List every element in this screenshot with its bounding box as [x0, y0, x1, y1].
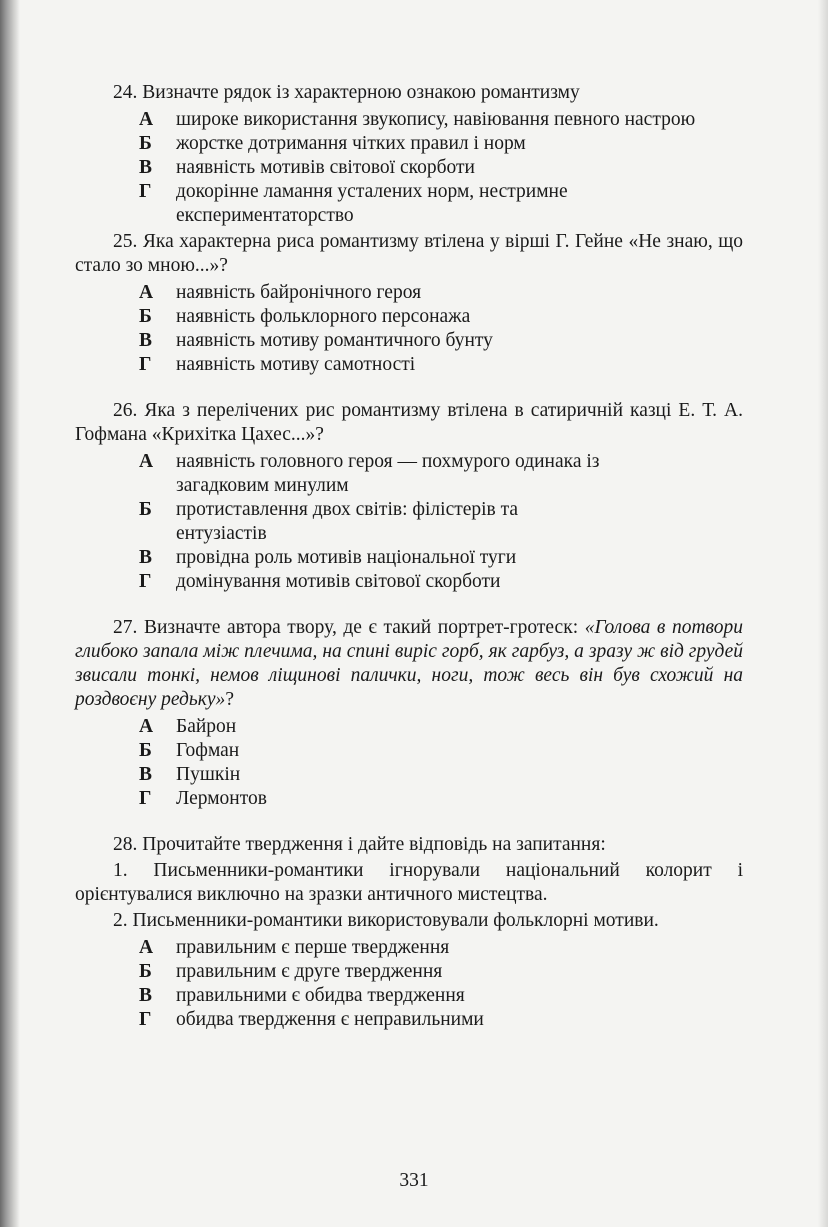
- answer-option-a: [75, 715, 743, 739]
- answer-options: [75, 715, 743, 811]
- answer-option-a: [75, 108, 743, 132]
- answer-options: [75, 936, 743, 1032]
- option-text: обидва твердження є неправильними: [176, 1009, 484, 1030]
- option-text: Гофман: [176, 740, 240, 761]
- option-text: наявність головного героя — похмурого одинака із загадковим минулим: [176, 451, 600, 496]
- answer-option-g: [75, 570, 743, 594]
- option-letter: В: [139, 330, 153, 351]
- question-text: 25. Яка характерна риса романтизму втілена у вірші Г. Гейне «Не знаю, що стало зо мною...»?: [75, 231, 743, 276]
- option-letter: А: [139, 716, 154, 737]
- grotesque-quote: «Голова в потвори глибоко запала між плечима, на спині виріс горб, як гарбуз, а зразу ж від грудей звисали тонкі, немов ліщинові палички, ноги, тож весь він був схожий на роздвоєну редьку»: [75, 617, 743, 710]
- page-number: 331: [399, 1170, 429, 1191]
- option-text: докорінне ламання усталених норм, нестримне експериментаторство: [176, 181, 568, 226]
- answer-option-v: [75, 156, 743, 180]
- option-letter: В: [139, 547, 153, 568]
- question-27: [75, 616, 743, 811]
- answer-option-a: [75, 450, 743, 498]
- question-text: 26. Яка з перелічених рис романтизму втілена в сатиричній казці Е. Т. А. Гофмана «Крихітка Цахес...»?: [75, 400, 743, 445]
- option-letter: Б: [139, 499, 152, 520]
- option-letter: А: [139, 109, 154, 130]
- answer-option-a: [75, 281, 743, 305]
- option-text: широке використання звукопису, навіювання певного настрою: [176, 109, 696, 130]
- option-letter: В: [139, 157, 153, 178]
- answer-option-v: [75, 984, 743, 1008]
- option-text: домінування мотивів світової скорботи: [176, 571, 501, 592]
- question-24: [75, 81, 743, 228]
- answer-option-b: [75, 960, 743, 984]
- option-letter: Б: [139, 740, 152, 761]
- option-text: наявність мотивів світової скорботи: [176, 157, 475, 178]
- statement-1: 1. Письменники-романтики ігнорували національний колорит і орієнтувалися виключно на зразки античного мистецтва.: [75, 860, 743, 905]
- question-28: [75, 833, 743, 1032]
- question-25: [75, 230, 743, 377]
- answer-option-b: [75, 132, 743, 156]
- option-letter: Г: [139, 1009, 152, 1030]
- answer-option-g: [75, 180, 743, 228]
- page-content: [75, 81, 743, 1032]
- option-text: правильним є перше твердження: [176, 937, 450, 958]
- option-letter: Б: [139, 961, 152, 982]
- question-26: [75, 399, 743, 594]
- option-text: наявність байронічного героя: [176, 282, 422, 303]
- option-text: наявність фольклорного персонажа: [176, 306, 471, 327]
- question-text: 24. Визначте рядок із характерною ознакою романтизму: [113, 82, 580, 103]
- answer-option-g: [75, 1008, 743, 1032]
- answer-options: [75, 450, 743, 594]
- option-text: наявність мотиву самотності: [176, 354, 416, 375]
- option-letter: А: [139, 451, 154, 472]
- option-letter: А: [139, 282, 154, 303]
- option-text: Пушкін: [176, 764, 241, 785]
- book-spine-shadow: [0, 0, 20, 1227]
- answer-option-v: [75, 763, 743, 787]
- question-lead: 27. Визначте автора твору, де є такий портрет-гротеск:: [113, 617, 585, 638]
- question-text: [75, 616, 743, 712]
- answer-option-v: [75, 546, 743, 570]
- option-letter: Г: [139, 788, 152, 809]
- answer-option-b: [75, 305, 743, 329]
- option-letter: Г: [139, 181, 152, 202]
- option-text: наявність мотиву романтичного бунту: [176, 330, 493, 351]
- option-text: правильними є обидва твердження: [176, 985, 465, 1006]
- answer-options: [75, 281, 743, 377]
- option-text: Байрон: [176, 716, 237, 737]
- option-letter: Г: [139, 354, 152, 375]
- answer-option-b: [75, 498, 743, 546]
- option-letter: В: [139, 764, 153, 785]
- option-letter: Б: [139, 306, 152, 327]
- answer-option-b: [75, 739, 743, 763]
- question-end: ?: [225, 689, 234, 710]
- option-letter: Б: [139, 133, 152, 154]
- option-text: провідна роль мотивів національної туги: [176, 547, 517, 568]
- option-text: протиставлення двох світів: філістерів та ентузіастів: [176, 499, 519, 544]
- answer-option-v: [75, 329, 743, 353]
- answer-options: [75, 108, 743, 228]
- option-text: жорстке дотримання чітких правил і норм: [176, 133, 526, 154]
- question-text: 28. Прочитайте твердження і дайте відповідь на запитання:: [113, 834, 606, 855]
- page-edge-shadow: [818, 0, 828, 1227]
- option-letter: В: [139, 985, 153, 1006]
- option-letter: А: [139, 937, 154, 958]
- statement-2: 2. Письменники-романтики використовували фольклорні мотиви.: [113, 910, 659, 931]
- option-letter: Г: [139, 571, 152, 592]
- option-text: Лермонтов: [176, 788, 267, 809]
- answer-option-a: [75, 936, 743, 960]
- answer-option-g: [75, 353, 743, 377]
- option-text: правильним є друге твердження: [176, 961, 443, 982]
- answer-option-g: [75, 787, 743, 811]
